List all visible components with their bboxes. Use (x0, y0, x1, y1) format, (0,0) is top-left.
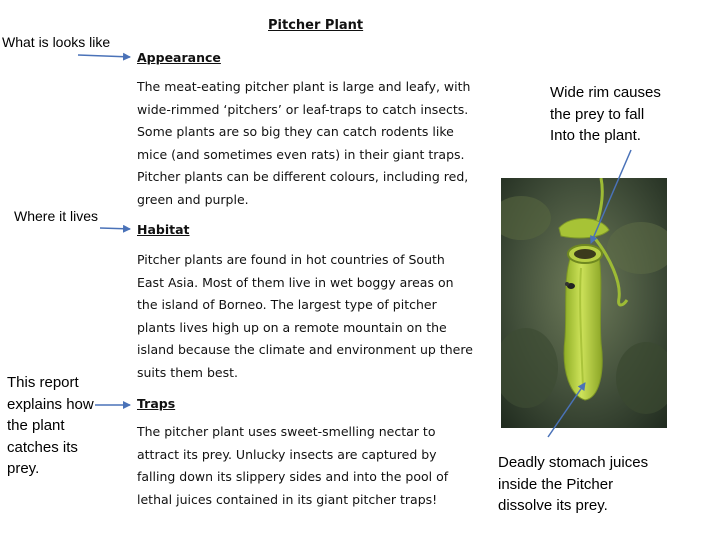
annotation-wide-rim: Wide rim causes the prey to fall Into the plant. (550, 84, 661, 144)
arrow-stomach-juices (548, 383, 585, 437)
text-line: Some plants are so big they can catch rodents like (137, 124, 454, 140)
arrow-wide-rim (591, 150, 631, 243)
text-line: attract its prey. Unlucky insects are captured by (137, 446, 437, 462)
text-line: Pitcher plants are found in hot countries of South (137, 252, 445, 267)
text-line: Pitcher plants can be different colours, including red, (137, 169, 469, 185)
annotation-where-lives: Where it lives (14, 208, 99, 224)
text-line: the island of Borneo. The largest type of pitcher (137, 297, 437, 313)
text-line: wide-rimmed ‘pitchers’ or leaf-traps to catch insects. (137, 101, 469, 117)
arrow-where-lives (100, 228, 130, 229)
text-line: lethal juices contained in its giant pitcher traps! (137, 491, 438, 507)
annotation-looks-like: What is looks like (2, 34, 111, 50)
text-line: plants lives high up on a remote mountain on the (137, 319, 447, 335)
text-line: falling down its slippery sides and into the pool of (137, 469, 449, 485)
text-line: island because the climate and environment up there (137, 342, 473, 358)
annotation-stomach-juices: Deadly stomach juices inside the Pitcher dissolve its prey. (498, 454, 649, 514)
arrow-looks-like (78, 55, 130, 57)
text-line: suits them best. (137, 364, 238, 380)
text-line: East Asia. Most of them live in wet boggy areas on (137, 274, 454, 290)
text-line: mice (and sometimes even rats) in their giant traps. (137, 146, 465, 162)
report-title: Pitcher Plant (268, 18, 364, 33)
text-line: The pitcher plant uses sweet-smelling nectar to (137, 424, 436, 439)
annotation-report-explains: This report explains how the plant catches its prey. (7, 374, 94, 477)
section-heading-habitat: Habitat (137, 222, 190, 237)
section-heading-traps: Traps (137, 396, 176, 411)
section-heading-appearance: Appearance (137, 50, 221, 65)
text-line: green and purple. (137, 191, 249, 207)
text-line: The meat-eating pitcher plant is large and leafy, with (137, 79, 471, 94)
